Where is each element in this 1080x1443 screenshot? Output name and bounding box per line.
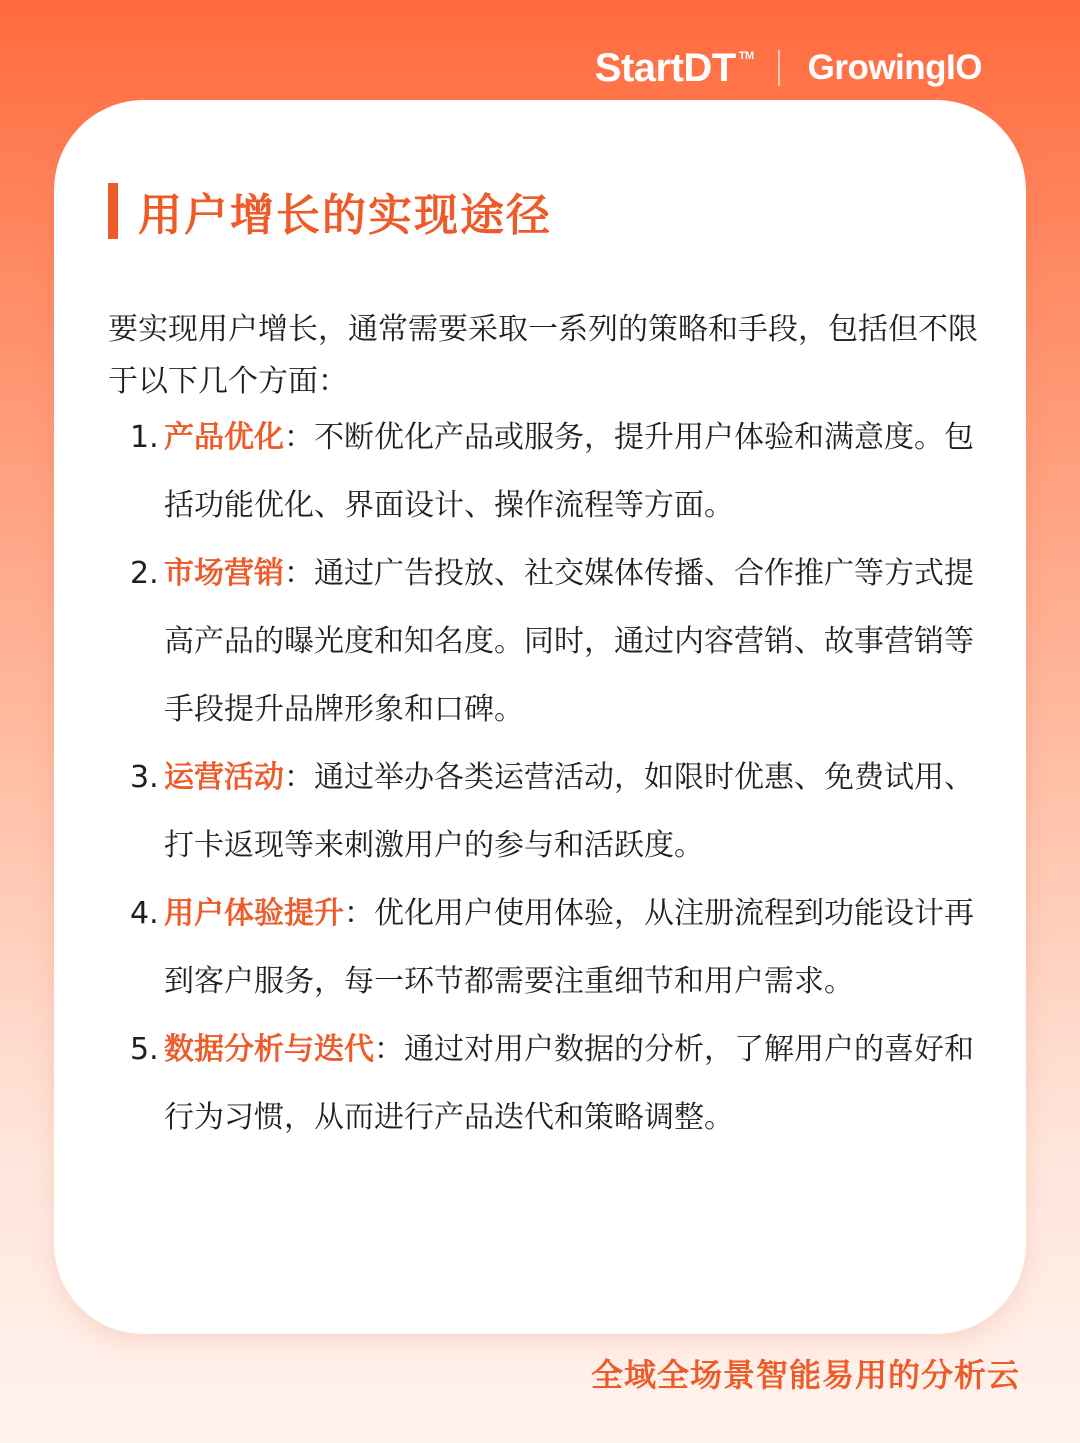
item-text: ：通过广告投放、社交媒体传播、合作推广等方式提高产品的曝光度和知名度。同时，通过内容营销、故事营销等手段提升品牌形象和口碑。 [164, 556, 974, 727]
list-item [130, 1016, 980, 1152]
item-keyword: 运营活动 [164, 760, 284, 795]
item-body [164, 404, 980, 540]
startdt-logo-text: StartDT [594, 45, 736, 90]
title-accent-bar [108, 183, 118, 239]
item-keyword: 产品优化 [164, 420, 284, 455]
footer-tagline: 全域全场景智能易用的分析云 [590, 1356, 1020, 1394]
strategy-list [130, 404, 980, 1152]
item-text: ：优化用户使用体验，从注册流程到功能设计再到客户服务，每一环节都需要注重细节和用户需求。 [164, 896, 974, 999]
item-number: 2. [130, 556, 159, 591]
list-item [130, 540, 980, 744]
item-body [164, 1016, 980, 1152]
title-row [108, 182, 552, 240]
item-body [164, 880, 980, 1016]
item-number: 4. [130, 896, 159, 931]
item-number: 1. [130, 420, 159, 455]
list-item [130, 744, 980, 880]
growingio-logo: GrowingIO [807, 48, 982, 87]
item-text: ：通过举办各类运营活动，如限时优惠、免费试用、打卡返现等来刺激用户的参与和活跃度。 [164, 760, 974, 863]
startdt-logo [595, 46, 754, 91]
item-keyword: 数据分析与迭代 [164, 1032, 374, 1067]
item-body [164, 540, 980, 744]
brand-logos [595, 40, 982, 96]
list-item [130, 880, 980, 1016]
intro-paragraph: 要实现用户增长，通常需要采取一系列的策略和手段，包括但不限于以下几个方面： [108, 312, 978, 399]
page-title: 用户增长的实现途径 [138, 190, 552, 241]
item-text: ：通过对用户数据的分析，了解用户的喜好和行为习惯，从而进行产品迭代和策略调整。 [164, 1032, 974, 1135]
content-card [54, 100, 1026, 1334]
list-item [130, 404, 980, 540]
item-keyword: 市场营销 [164, 556, 284, 591]
item-number: 5. [130, 1032, 159, 1067]
item-number: 3. [130, 760, 159, 795]
item-text: ：不断优化产品或服务，提升用户体验和满意度。包括功能优化、界面设计、操作流程等方面。 [164, 420, 974, 523]
item-keyword: 用户体验提升 [164, 896, 344, 931]
item-body [164, 744, 980, 880]
trademark-mark: TM [738, 49, 754, 62]
logo-divider [778, 50, 780, 86]
